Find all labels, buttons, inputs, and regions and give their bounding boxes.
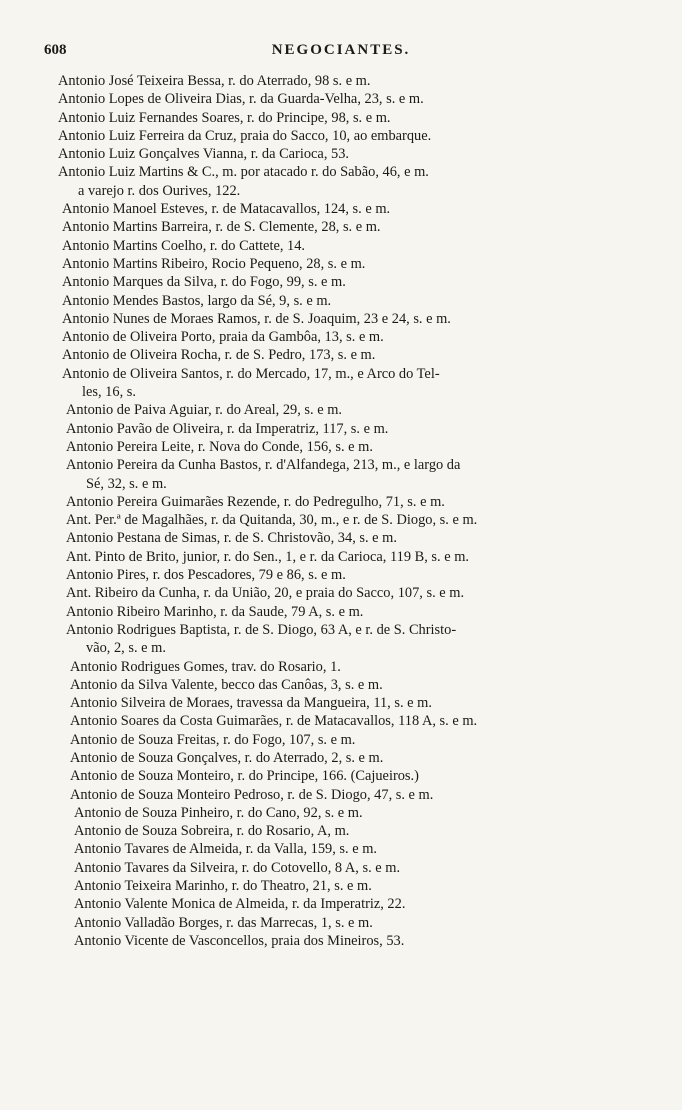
directory-entry	[0, 346, 682, 364]
entry-text: Antonio Martins Barreira, r. de S. Clemente, 28, s. e m.	[62, 219, 381, 236]
entry-text: Antonio Pereira Leite, r. Nova do Conde, 156, s. e m.	[66, 438, 373, 455]
entry-text: Antonio Manoel Esteves, r. de Matacavallos, 124, s. e m.	[62, 201, 391, 218]
directory-entry	[0, 548, 682, 566]
entry-text: Antonio de Oliveira Santos, r. do Mercado, 17, m., e Arco do Tel-	[62, 365, 440, 382]
directory-entry	[0, 749, 682, 767]
entry-text: Antonio Silveira de Moraes, travessa da Mangueira, 11, s. e m.	[70, 695, 432, 712]
entry-text: Antonio Pestana de Simas, r. de S. Christovão, 34, s. e m.	[66, 530, 397, 547]
entry-text: Antonio Rodrigues Gomes, trav. do Rosario, 1.	[70, 658, 341, 675]
running-head: NEGOCIANTES.	[271, 42, 411, 58]
directory-entry	[0, 914, 682, 932]
entry-text: Ant. Per.ª de Magalhães, r. da Quitanda, 30, m., e r. de S. Diogo, s. e m.	[66, 512, 478, 529]
directory-entry	[0, 109, 682, 127]
page-number: 608	[44, 42, 67, 58]
directory-entry	[0, 767, 682, 785]
directory-entry	[0, 200, 682, 218]
entry-text: Antonio Luiz Fernandes Soares, r. do Principe, 98, s. e m.	[58, 109, 391, 126]
entry-text: Antonio de Souza Monteiro Pedroso, r. de S. Diogo, 47, s. e m.	[70, 786, 434, 803]
directory-entry	[0, 621, 682, 658]
directory-entry	[0, 712, 682, 730]
entry-text: Antonio Tavares de Almeida, r. da Valla, 159, s. e m.	[74, 841, 378, 858]
directory-entry	[0, 840, 682, 858]
directory-entry	[0, 658, 682, 676]
entry-text: Antonio Teixeira Marinho, r. do Theatro, 21, s. e m.	[74, 878, 372, 895]
directory-entry	[0, 456, 682, 493]
entry-text: Antonio de Souza Freitas, r. do Fogo, 107, s. e m.	[70, 731, 356, 748]
entry-text: Antonio Martins Ribeiro, Rocio Pequeno, 28, s. e m.	[62, 255, 366, 272]
entry-text: Antonio Luiz Gonçalves Vianna, r. da Carioca, 53.	[58, 146, 350, 163]
entry-text: Antonio da Silva Valente, becco das Canôas, 3, s. e m.	[70, 676, 383, 693]
directory-entry	[0, 292, 682, 310]
directory-entry	[0, 511, 682, 529]
directory-entry	[0, 145, 682, 163]
directory-entry	[0, 237, 682, 255]
directory-entry	[0, 822, 682, 840]
directory-entry	[0, 731, 682, 749]
entry-text: Antonio Lopes de Oliveira Dias, r. da Guarda-Velha, 23, s. e m.	[58, 91, 424, 108]
directory-entry	[0, 438, 682, 456]
directory-entry	[0, 401, 682, 419]
directory-entry	[0, 72, 682, 90]
entry-text: Antonio Marques da Silva, r. do Fogo, 99, s. e m.	[62, 274, 346, 291]
entry-text: Antonio Valladão Borges, r. das Marrecas, 1, s. e m.	[74, 914, 373, 931]
directory-entry	[0, 786, 682, 804]
directory-entry	[0, 273, 682, 291]
entry-continuation: les, 16, s.	[82, 384, 136, 401]
entry-text: Antonio Mendes Bastos, largo da Sé, 9, s. e m.	[62, 292, 332, 309]
directory-entry	[0, 328, 682, 346]
directory-entry	[0, 493, 682, 511]
page-header	[0, 42, 682, 64]
directory-entry	[0, 365, 682, 402]
entry-continuation: a varejo r. dos Ourives, 122.	[78, 182, 241, 199]
entry-list	[0, 72, 682, 950]
directory-entry	[0, 804, 682, 822]
entry-text: Antonio de Paiva Aguiar, r. do Areal, 29, s. e m.	[66, 402, 342, 419]
entry-text: Antonio Tavares da Silveira, r. do Cotovello, 8 A, s. e m.	[74, 859, 401, 876]
directory-entry	[0, 859, 682, 877]
entry-text: Antonio Soares da Costa Guimarães, r. de Matacavallos, 118 A, s. e m.	[70, 713, 478, 730]
directory-entry	[0, 255, 682, 273]
entry-text: Antonio Pereira da Cunha Bastos, r. d'Alfandega, 213, m., e largo da	[66, 457, 461, 474]
directory-entry	[0, 932, 682, 950]
directory-entry	[0, 90, 682, 108]
entry-text: Antonio Nunes de Moraes Ramos, r. de S. Joaquim, 23 e 24, s. e m.	[62, 310, 451, 327]
directory-entry	[0, 584, 682, 602]
directory-entry	[0, 529, 682, 547]
directory-entry	[0, 603, 682, 621]
directory-entry	[0, 895, 682, 913]
directory-entry	[0, 218, 682, 236]
entry-text: Antonio Luiz Ferreira da Cruz, praia do Sacco, 10, ao embarque.	[58, 127, 432, 144]
directory-entry	[0, 566, 682, 584]
directory-entry	[0, 694, 682, 712]
directory-entry	[0, 127, 682, 145]
entry-text: Antonio de Souza Monteiro, r. do Principe, 166. (Cajueiros.)	[70, 768, 419, 785]
entry-text: Antonio Martins Coelho, r. do Cattete, 14.	[62, 237, 306, 254]
entry-text: Antonio de Oliveira Rocha, r. de S. Pedro, 173, s. e m.	[62, 347, 376, 364]
entry-text: Antonio de Oliveira Porto, praia da Gambôa, 13, s. e m.	[62, 329, 384, 346]
entry-text: Antonio Pires, r. dos Pescadores, 79 e 86, s. e m.	[66, 567, 346, 584]
entry-text: Antonio Vicente de Vasconcellos, praia dos Mineiros, 53.	[74, 932, 405, 949]
entry-text: Antonio de Souza Gonçalves, r. do Aterrado, 2, s. e m.	[70, 749, 384, 766]
entry-text: Antonio de Souza Sobreira, r. do Rosario, A, m.	[74, 823, 350, 840]
entry-text: Antonio Ribeiro Marinho, r. da Saude, 79 A, s. e m.	[66, 603, 364, 620]
entry-text: Antonio Pavão de Oliveira, r. da Imperatriz, 117, s. e m.	[66, 420, 389, 437]
entry-text: Antonio Luiz Martins & C., m. por atacado r. do Sabão, 46, e m.	[58, 164, 429, 181]
directory-entry	[0, 877, 682, 895]
directory-entry	[0, 310, 682, 328]
entry-text: Antonio Rodrigues Baptista, r. de S. Diogo, 63 A, e r. de S. Christo-	[66, 621, 457, 638]
entry-text: Ant. Ribeiro da Cunha, r. da União, 20, e praia do Sacco, 107, s. e m.	[66, 585, 465, 602]
directory-entry	[0, 420, 682, 438]
entry-text: Antonio de Souza Pinheiro, r. do Cano, 92, s. e m.	[74, 804, 363, 821]
entry-continuation: vão, 2, s. e m.	[86, 640, 166, 657]
directory-entry	[0, 676, 682, 694]
entry-text: Antonio Pereira Guimarães Rezende, r. do Pedregulho, 71, s. e m.	[66, 493, 445, 510]
entry-text: Antonio José Teixeira Bessa, r. do Aterrado, 98 s. e m.	[58, 73, 371, 89]
directory-entry	[0, 163, 682, 200]
entry-continuation: Sé, 32, s. e m.	[86, 475, 167, 492]
entry-text: Ant. Pinto de Brito, junior, r. do Sen., 1, e r. da Carioca, 119 B, s. e m.	[66, 548, 469, 565]
entry-text: Antonio Valente Monica de Almeida, r. da Imperatriz, 22.	[74, 896, 406, 913]
